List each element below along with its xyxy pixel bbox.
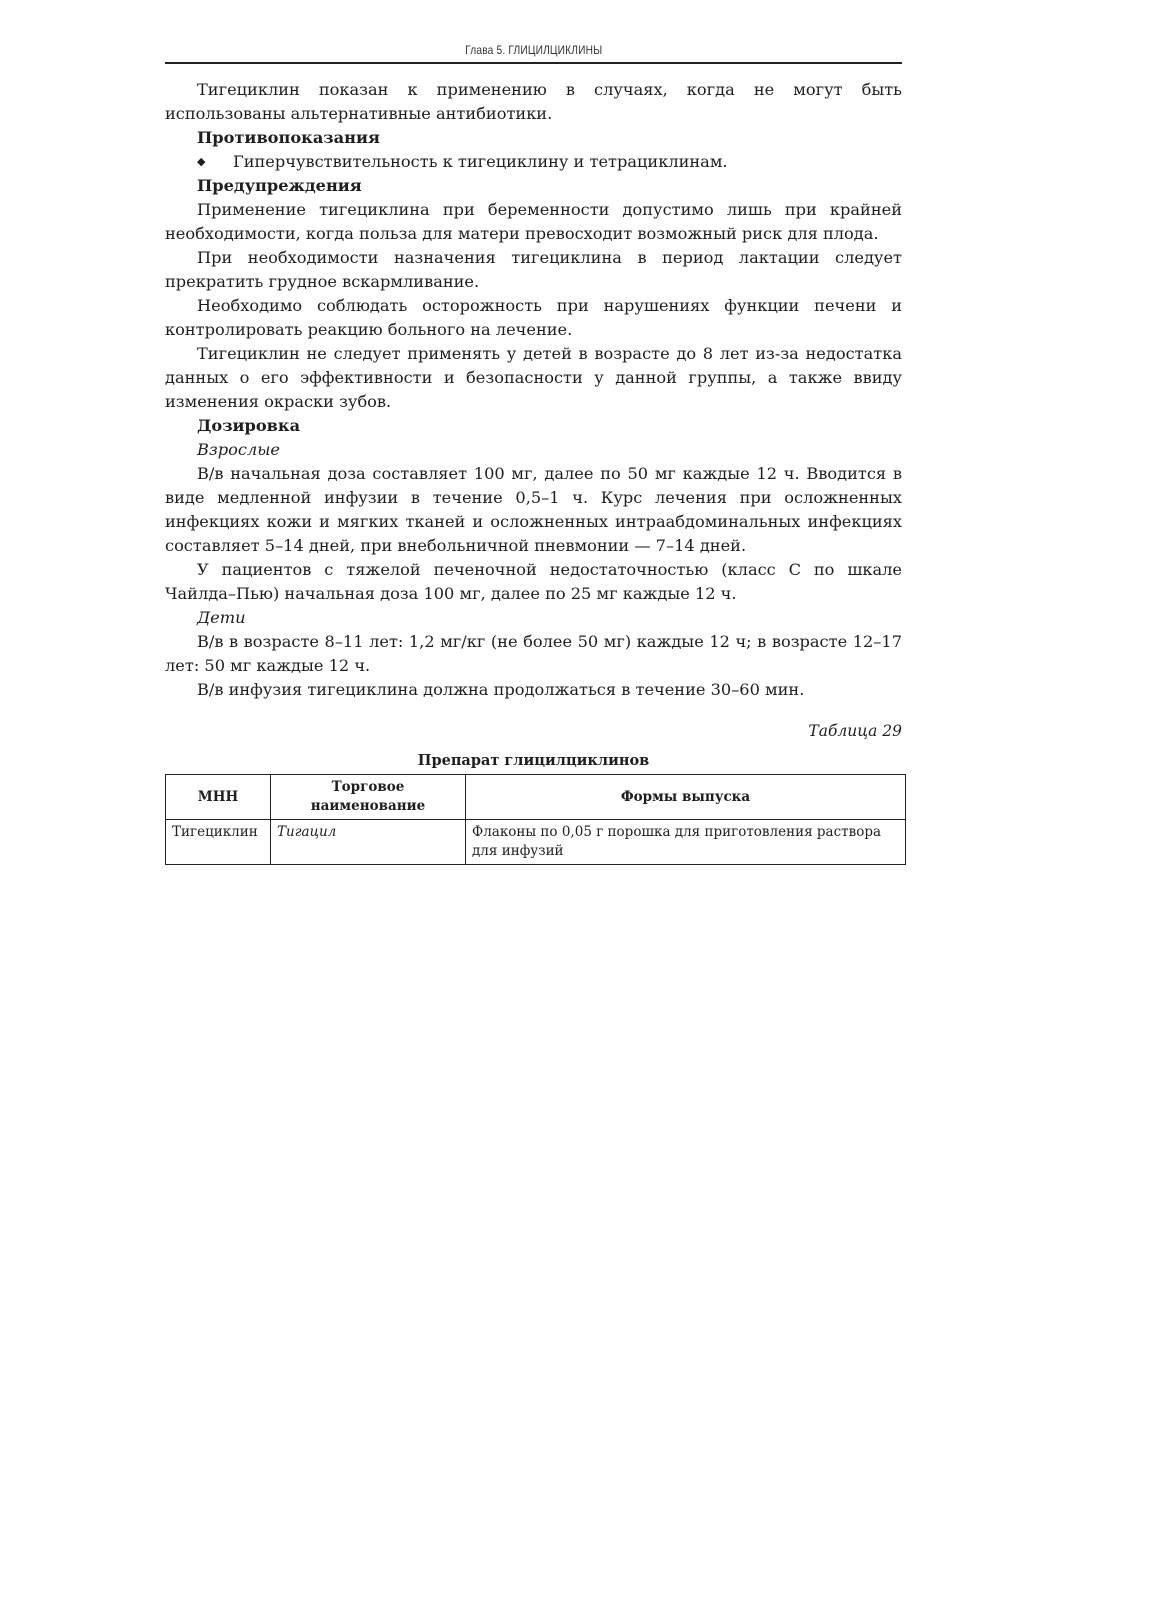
heading-dosage: Дозировка — [197, 416, 301, 435]
running-head-text: Глава 5. ГЛИЦИЛЦИКЛИНЫ — [464, 43, 603, 57]
column-header: Торговое наименование — [271, 775, 466, 820]
paragraph-warning-3: Необходимо соблюдать осторожность при нарушениях функции печени и контролировать реакцию больного на лечение. — [165, 296, 902, 339]
paragraph-children-2: В/в инфузия тигециклина должна продолжаться в течение 30–60 мин. — [197, 680, 805, 699]
paragraph-intro: Тигециклин показан к применению в случаях, когда не могут быть использованы альтернативные антибиотики. — [165, 80, 902, 123]
body-text — [165, 78, 902, 702]
table-header-row — [166, 775, 906, 820]
drug-table — [165, 774, 906, 865]
paragraph-adults-2: У пациентов с тяжелой печеночной недостаточностью (класс С по шкале Чайлда–Пью) начальная доза 100 мг, далее по 25 мг каждые 12 ч. — [165, 560, 902, 603]
bullet-icon: ◆ — [197, 155, 206, 168]
paragraph-warning-1: Применение тигециклина при беременности допустимо лишь при крайней необходимости, когда польза для матери превосходит возможный риск для плода. — [165, 200, 902, 243]
heading-contraindications: Противопоказания — [197, 128, 380, 147]
table-row — [166, 820, 906, 865]
table-cell-forms: Флаконы по 0,05 г порошка для приготовления раствора для инфузий — [466, 820, 906, 865]
column-header: Формы выпуска — [466, 775, 906, 820]
subheading-adults: Взрослые — [197, 440, 280, 459]
column-header: МНН — [166, 775, 271, 820]
paragraph-warning-2: При необходимости назначения тигециклина в период лактации следует прекратить грудное вскармливание. — [165, 248, 902, 291]
paragraph-children-1: В/в в возрасте 8–11 лет: 1,2 мг/кг (не более 50 мг) каждые 12 ч; в возрасте 12–17 лет: 50 мг каждые 12 ч. — [165, 632, 902, 675]
list-item-text: Гиперчувствительность к тигециклину и тетрациклинам. — [233, 152, 728, 171]
paragraph-adults-1: В/в начальная доза составляет 100 мг, далее по 50 мг каждые 12 ч. Вводится в виде медленной инфузии в течение 0,5–1 ч. Курс лечения при осложненных инфекциях кожи и мягких тканей и осложненных интраабдоминальных инфекциях составляет 5–14 дней, при внебольничной пневмонии — 7–14 дней. — [165, 464, 902, 555]
paragraph-warning-4: Тигециклин не следует применять у детей в возрасте до 8 лет из-за недостатка данных о его эффективности и безопасности у данной группы, а также ввиду изменения окраски зубов. — [165, 344, 902, 411]
heading-warnings: Предупреждения — [197, 176, 362, 195]
table-cell-inn: Тигециклин — [166, 820, 271, 865]
running-head — [165, 40, 902, 64]
table-title: Препарат глицилциклинов — [417, 752, 650, 769]
list-item — [165, 150, 902, 174]
table-cell-trade-name: Тигацил — [271, 820, 466, 865]
subheading-children: Дети — [197, 608, 246, 627]
table-caption: Таблица 29 — [808, 722, 902, 740]
